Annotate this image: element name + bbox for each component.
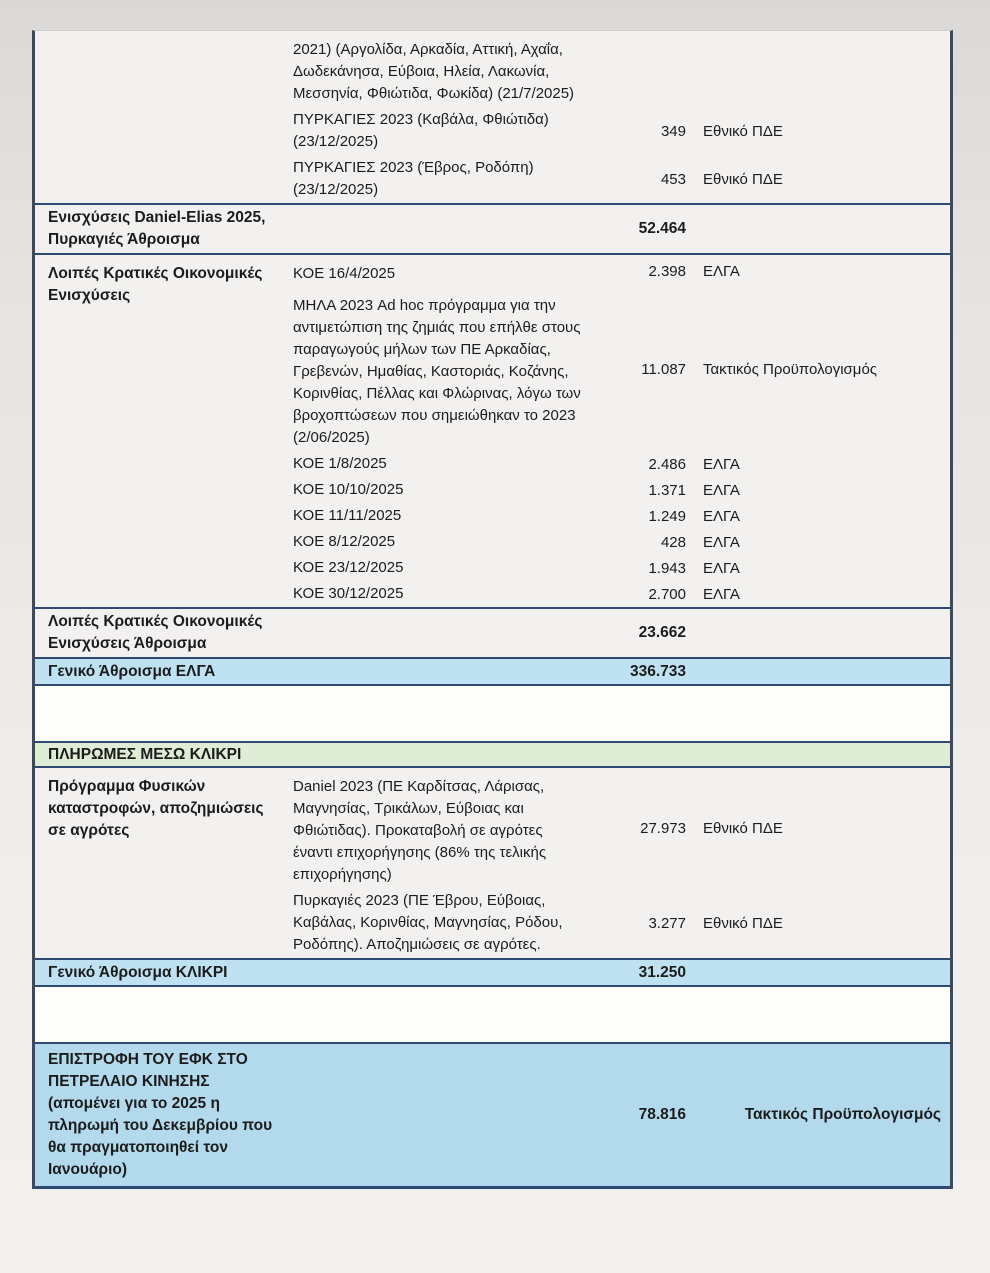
source-cell: Εθνικό ΠΔΕ [703,819,783,837]
efk-refund-row [35,1042,950,1189]
source-cell-empty [686,659,950,684]
table-row [293,529,950,555]
amount-cell: 1.943 [648,559,686,577]
source-cell-empty [686,960,950,985]
table-row [293,555,950,581]
table-row [293,107,950,155]
sum-label: Ενισχύσεις Daniel-Elias 2025, Πυρκαγιές Άθροισμα [48,209,266,248]
description-cell: ΚΟΕ 11/11/2025 [293,507,402,524]
source-cell: ΕΛΓΑ [703,559,740,577]
section-fysikes-katastrofes [35,768,950,958]
section-subrows [293,255,950,607]
description-cell: ΚΟΕ 8/12/2025 [293,533,396,550]
table-row [293,255,950,287]
payments-table [32,30,953,1189]
total-label: Γενικό Άθροισμα ΚΛΙΚΡΙ [48,963,228,981]
source-cell-empty [686,205,950,253]
source-cell: Τακτικός Προϋπολογισμός [703,360,878,378]
source-cell: Εθνικό ΠΔΕ [703,122,783,140]
amount-cell [593,31,686,107]
amount-cell: 2.398 [648,262,686,280]
table-row [293,451,950,477]
category-cell-empty [35,31,293,203]
source-cell [686,31,950,107]
section-loipes-enisxyseis [35,255,950,607]
category-cell: ΕΠΙΣΤΡΟΦΗ ΤΟΥ ΕΦΚ ΣΤΟ ΠΕΤΡΕΛΑΙΟ ΚΙΝΗΣΗΣ (απομένει για το 2025 η πληρωμή του Δεκεμβρίου που θα πραγματοποιηθεί τον Ιανουάριο) [48,1051,273,1178]
section-subrows [293,31,950,203]
source-cell: Εθνικό ΠΔΕ [703,914,783,932]
total-amount: 31.250 [638,963,686,981]
amount-cell: 428 [660,533,686,551]
category-cell: Πρόγραμμα Φυσικών καταστροφών, αποζημιώσεις σε αγρότες [48,778,264,839]
description-cell: ΚΟΕ 30/12/2025 [293,585,404,602]
source-cell-empty [686,609,950,657]
source-cell: ΕΛΓΑ [703,585,740,603]
amount-cell: 27.973 [640,819,686,837]
table-row [293,477,950,503]
section-subrows [293,768,950,958]
sum-amount: 52.464 [638,220,686,237]
sum-row-daniel-elias [35,203,950,255]
total-row-klikri [35,958,950,987]
source-cell: ΕΛΓΑ [703,481,740,499]
total-label: Γενικό Άθροισμα ΕΛΓΑ [48,662,216,680]
description-cell: 2021) (Αργολίδα, Αρκαδία, Αττική, Αχαΐα, Δωδεκάνησα, Εύβοια, Ηλεία, Λακωνία, Μεσσηνία, Φθιώτιδα, Φωκίδα) (21/7/2025) [293,41,575,102]
amount-cell: 453 [660,170,686,188]
sum-label: Λοιπές Κρατικές Οικονομικές Ενισχύσεις Άθροισμα [48,613,263,652]
table-row [293,768,950,888]
sum-row-loipes [35,607,950,657]
category-cell: Λοιπές Κρατικές Οικονομικές Ενισχύσεις [48,265,263,304]
total-amount: 336.733 [629,662,686,680]
total-row-elga [35,657,950,686]
source-cell: ΕΛΓΑ [703,533,740,551]
description-cell: ΚΟΕ 16/4/2025 [293,265,396,282]
amount-cell: 78.816 [638,1106,686,1123]
description-cell: ΠΥΡΚΑΓΙΕΣ 2023 (Έβρος, Ροδόπη) (23/12/2025) [293,159,534,198]
table-row [293,155,950,203]
table-row [293,503,950,529]
table-row [293,581,950,607]
description-cell: Πυρκαγιές 2023 (ΠΕ Έβρου, Εύβοιας, Καβάλας, Κορινθίας, Μαγνησίας, Ρόδου, Ροδόπης). Αποζημιώσεις σε αγρότες. [293,892,563,953]
amount-cell: 2.486 [648,455,686,473]
klikri-section-header: ΠΛΗΡΩΜΕΣ ΜΕΣΩ ΚΛΙΚΡΙ [35,741,950,768]
source-cell: ΕΛΓΑ [703,507,740,525]
description-cell: ΚΟΕ 23/12/2025 [293,559,404,576]
description-cell: Daniel 2023 (ΠΕ Καρδίτσας, Λάρισας, Μαγνησίας, Τρικάλων, Εύβοιας και Φθιώτιδας). Προκαταβολή σε αγρότες έναντι επιχορήγησης (86% της τελικής επιχορήγησης) [293,778,547,883]
table-row [293,287,950,451]
amount-cell: 3.277 [648,914,686,932]
source-cell: ΕΛΓΑ [703,262,740,280]
amount-cell: 1.249 [648,507,686,525]
table-row [293,888,950,958]
section-daniel-elias [35,31,950,203]
description-cell: ΜΗΛΑ 2023 Ad hoc πρόγραμμα για την αντιμετώπιση της ζημιάς που επήλθε στους παραγωγούς μήλων των ΠΕ Αρκαδίας, Γρεβενών, Ημαθίας, Καστοριάς, Κοζάνης, Κορινθίας, Πέλλας και Φλώρινας, λόγω των βροχοπτώσεων που σημειώθηκαν το 2023 (2/06/2025) [293,297,581,446]
amount-cell: 349 [660,122,686,140]
source-cell: Τακτικός Προϋπολογισμός [744,1106,941,1123]
empty-row [35,686,950,741]
description-cell: ΠΥΡΚΑΓΙΕΣ 2023 (Καβάλα, Φθιώτιδα) (23/12/2025) [293,111,549,150]
amount-cell: 1.371 [648,481,686,499]
empty-row [35,987,950,1042]
source-cell: Εθνικό ΠΔΕ [703,170,783,188]
description-cell: ΚΟΕ 10/10/2025 [293,481,404,498]
amount-cell: 11.087 [641,360,686,378]
amount-cell: 2.700 [648,585,686,603]
table-row [293,31,950,107]
source-cell: ΕΛΓΑ [703,455,740,473]
description-cell: ΚΟΕ 1/8/2025 [293,455,387,472]
sum-amount: 23.662 [638,624,686,641]
